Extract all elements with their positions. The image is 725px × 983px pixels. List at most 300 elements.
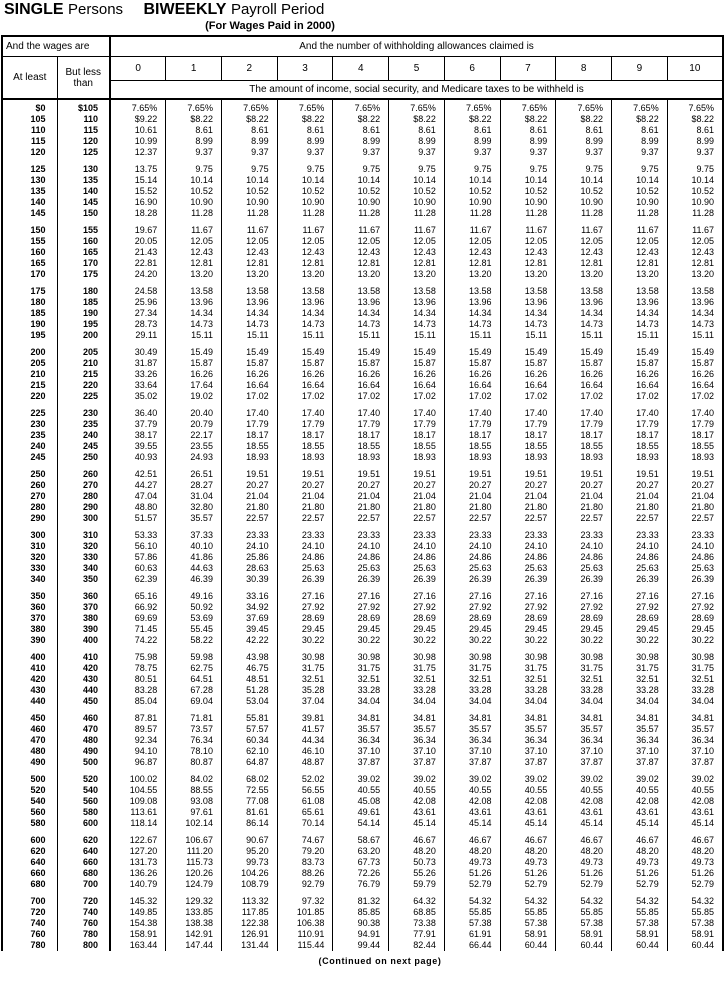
tax-amount-allowance-10: 19.51 — [691, 469, 714, 479]
tax-amount-allowance-1: 41.86 — [166, 552, 222, 563]
tax-amount-allowance-5: 39.02 — [389, 774, 445, 785]
tax-amount-allowance-3: 11.67 — [277, 225, 333, 236]
tax-amount-allowance-2: 34.92 — [221, 602, 277, 613]
tax-amount-allowance-5: 37.87 — [389, 757, 445, 768]
tax-amount-allowance-0: 16.90 — [110, 197, 166, 208]
table-row — [2, 624, 723, 635]
tax-amount-allowance-10: 9.75 — [696, 164, 714, 174]
tax-amount-allowance-8: 13.58 — [556, 286, 612, 297]
wage-at-least: 135 — [2, 186, 57, 197]
tax-amount-allowance-1: 8.99 — [166, 136, 222, 147]
wage-at-least: 620 — [2, 846, 57, 857]
tax-amount-allowance-3: 12.81 — [277, 258, 333, 269]
tax-amount-allowance-1: 120.26 — [166, 868, 222, 879]
tax-amount-allowance-10: 29.45 — [691, 624, 714, 634]
tax-amount-allowance-4: 10.90 — [333, 197, 389, 208]
wage-at-least: 270 — [2, 491, 57, 502]
tax-amount-allowance-6: 17.79 — [444, 419, 500, 430]
allowance-col-header-0: 0 — [110, 57, 166, 81]
tax-amount-allowance-5: 12.43 — [389, 247, 445, 258]
tax-amount-allowance-1: 11.67 — [166, 225, 222, 236]
tax-amount-allowance-8: 57.38 — [556, 918, 612, 929]
tax-amount-allowance-6: 23.33 — [444, 530, 500, 541]
tax-amount-allowance-4: 8.99 — [333, 136, 389, 147]
tax-amount-allowance-2: 8.61 — [221, 125, 277, 136]
tax-amount-allowance-8: 42.08 — [556, 796, 612, 807]
tax-amount-allowance-5: $8.22 — [389, 114, 445, 125]
wage-but-less-than: 160 — [57, 236, 110, 247]
tax-amount-allowance-3: 17.79 — [277, 419, 333, 430]
tax-amount-allowance-0: 96.87 — [110, 757, 166, 768]
tax-amount-allowance-8: 43.61 — [556, 807, 612, 818]
wage-at-least: 150 — [2, 225, 57, 236]
wage-but-less-than: $105 — [57, 103, 110, 114]
wage-but-less-than: 185 — [57, 297, 110, 308]
wage-but-less-than: 720 — [57, 896, 110, 907]
tax-amount-allowance-5: 30.22 — [389, 635, 445, 646]
tax-amount-allowance-3: 8.61 — [277, 125, 333, 136]
tax-amount-allowance-8: 12.43 — [556, 247, 612, 258]
wage-but-less-than: 320 — [57, 541, 110, 552]
tax-amount-allowance-9: 39.02 — [611, 774, 667, 785]
tax-amount-allowance-10: 13.20 — [691, 269, 714, 279]
tax-amount-allowance-7: 15.49 — [500, 347, 556, 358]
tax-amount-allowance-9: 9.75 — [611, 164, 667, 175]
tax-amount-allowance-6: 61.91 — [444, 929, 500, 940]
tax-amount-allowance-2: 60.34 — [221, 735, 277, 746]
tax-amount-allowance-0: 62.39 — [110, 574, 166, 585]
tax-amount-allowance-6: 15.49 — [444, 347, 500, 358]
tax-amount-allowance-1: 49.16 — [166, 591, 222, 602]
tax-amount-allowance-4: 19.51 — [333, 469, 389, 480]
table-row — [2, 602, 723, 613]
tax-amount-allowance-2: 30.39 — [221, 574, 277, 585]
wage-at-least: 240 — [2, 441, 57, 452]
wage-but-less-than: 390 — [57, 624, 110, 635]
tax-amount-allowance-10: 32.51 — [691, 674, 714, 684]
tax-amount-allowance-3: 16.64 — [277, 380, 333, 391]
tax-amount-allowance-3: 92.79 — [277, 879, 333, 890]
wage-at-least: 420 — [2, 674, 57, 685]
tax-amount-allowance-7: 13.96 — [500, 297, 556, 308]
tax-amount-allowance-0: 7.65% — [110, 103, 166, 114]
tax-amount-allowance-1: 12.43 — [166, 247, 222, 258]
tax-amount-allowance-6: 13.58 — [444, 286, 500, 297]
tax-amount-allowance-7: 17.40 — [500, 408, 556, 419]
table-row — [2, 846, 723, 857]
tax-amount-allowance-2: 108.79 — [221, 879, 277, 890]
tax-amount-allowance-2: 77.08 — [221, 796, 277, 807]
tax-amount-allowance-5: 16.26 — [389, 369, 445, 380]
tax-amount-allowance-10: 12.43 — [691, 247, 714, 257]
tax-amount-allowance-2: 18.93 — [221, 452, 277, 463]
tax-amount-allowance-5: 8.99 — [389, 136, 445, 147]
tax-amount-allowance-8: 24.86 — [556, 552, 612, 563]
tax-amount-allowance-6: $8.22 — [444, 114, 500, 125]
tax-amount-allowance-0: 18.28 — [110, 208, 166, 219]
tax-amount-allowance-8: $8.22 — [556, 114, 612, 125]
tax-amount-allowance-9: 54.32 — [611, 896, 667, 907]
tax-amount-allowance-0: 42.51 — [110, 469, 166, 480]
table-row — [2, 330, 723, 341]
tax-amount-allowance-3: 65.61 — [277, 807, 333, 818]
tax-amount-allowance-8: 9.75 — [556, 164, 612, 175]
allowances-claimed-header: And the number of withholding allowances claimed is — [110, 36, 723, 57]
tax-amount-allowance-8: 18.93 — [556, 452, 612, 463]
tax-amount-allowance-8: 33.28 — [556, 685, 612, 696]
tax-amount-allowance-9: 26.39 — [611, 574, 667, 585]
wage-but-less-than: 760 — [57, 918, 110, 929]
tax-amount-allowance-9: 58.91 — [611, 929, 667, 940]
tax-amount-allowance-3: 101.85 — [277, 907, 333, 918]
tax-amount-allowance-4: 72.26 — [333, 868, 389, 879]
tax-amount-allowance-7: 12.05 — [500, 236, 556, 247]
tax-amount-allowance-9: 12.43 — [611, 247, 667, 258]
tax-amount-allowance-8: 17.79 — [556, 419, 612, 430]
tax-amount-allowance-0: 36.40 — [110, 408, 166, 419]
tax-amount-allowance-2: 42.22 — [221, 635, 277, 646]
tax-amount-allowance-1: 76.34 — [166, 735, 222, 746]
tax-amount-allowance-0: 24.58 — [110, 286, 166, 297]
tax-amount-allowance-7: 14.73 — [500, 319, 556, 330]
table-row — [2, 591, 723, 602]
tax-amount-allowance-9: 27.92 — [611, 602, 667, 613]
tax-amount-allowance-1: 67.28 — [166, 685, 222, 696]
wage-but-less-than: 540 — [57, 785, 110, 796]
tax-amount-allowance-1: 20.40 — [166, 408, 222, 419]
tax-amount-allowance-0: 145.32 — [110, 896, 166, 907]
tax-amount-allowance-1: 133.85 — [166, 907, 222, 918]
tax-amount-allowance-8: 22.57 — [556, 513, 612, 524]
tax-amount-allowance-10: 13.58 — [691, 286, 714, 296]
wage-at-least: 340 — [2, 574, 57, 585]
tax-amount-allowance-8: 28.69 — [556, 613, 612, 624]
tax-amount-allowance-7: 18.17 — [500, 430, 556, 441]
tax-amount-allowance-6: 27.16 — [444, 591, 500, 602]
wage-at-least: 170 — [2, 269, 57, 280]
tax-amount-allowance-4: 21.04 — [333, 491, 389, 502]
tax-amount-allowance-10: 34.04 — [691, 696, 714, 706]
table-row — [2, 164, 723, 175]
tax-amount-allowance-0: 140.79 — [110, 879, 166, 890]
wage-at-least: 470 — [2, 735, 57, 746]
tax-amount-allowance-0: 38.17 — [110, 430, 166, 441]
tax-amount-allowance-4: 81.32 — [333, 896, 389, 907]
tax-amount-allowance-1: 102.14 — [166, 818, 222, 829]
tax-amount-allowance-5: 17.02 — [389, 391, 445, 402]
tax-amount-allowance-1: 11.28 — [166, 208, 222, 219]
wage-at-least: 210 — [2, 369, 57, 380]
table-row — [2, 258, 723, 269]
tax-amount-allowance-1: 16.26 — [166, 369, 222, 380]
wage-but-less-than: 110 — [57, 114, 110, 125]
title-payroll-period: Payroll Period — [230, 1, 325, 18]
tax-amount-allowance-8: 14.34 — [556, 308, 612, 319]
tax-amount-allowance-0: 65.16 — [110, 591, 166, 602]
wage-at-least: 215 — [2, 380, 57, 391]
wage-but-less-than: 560 — [57, 796, 110, 807]
tax-amount-allowance-3: 24.86 — [277, 552, 333, 563]
tax-amount-allowance-8: 30.98 — [556, 652, 612, 663]
tax-amount-allowance-8: 10.90 — [556, 197, 612, 208]
tax-amount-allowance-2: 18.55 — [221, 441, 277, 452]
tax-amount-allowance-9: 43.61 — [611, 807, 667, 818]
tax-amount-allowance-10: 15.11 — [692, 330, 714, 340]
tax-amount-allowance-3: 106.38 — [277, 918, 333, 929]
wage-at-least: 290 — [2, 513, 57, 524]
tax-amount-allowance-3: 16.26 — [277, 369, 333, 380]
tax-amount-allowance-8: 24.10 — [556, 541, 612, 552]
tax-amount-allowance-1: 13.58 — [166, 286, 222, 297]
tax-amount-allowance-10: 11.67 — [692, 225, 714, 235]
tax-amount-allowance-8: 55.85 — [556, 907, 612, 918]
wage-at-least: 380 — [2, 624, 57, 635]
tax-amount-allowance-1: 28.27 — [166, 480, 222, 491]
tax-amount-allowance-2: 18.17 — [221, 430, 277, 441]
tax-amount-allowance-8: 15.87 — [556, 358, 612, 369]
tax-amount-allowance-9: 49.73 — [611, 857, 667, 868]
tax-amount-allowance-6: 18.93 — [444, 452, 500, 463]
tax-amount-allowance-6: 10.52 — [444, 186, 500, 197]
tax-amount-allowance-8: 8.99 — [556, 136, 612, 147]
tax-amount-allowance-9: 48.20 — [611, 846, 667, 857]
wage-at-least: 160 — [2, 247, 57, 258]
tax-amount-allowance-3: 23.33 — [277, 530, 333, 541]
wage-at-least: 320 — [2, 552, 57, 563]
tax-amount-allowance-8: 48.20 — [556, 846, 612, 857]
tax-amount-allowance-0: 40.93 — [110, 452, 166, 463]
tax-amount-allowance-2: 86.14 — [221, 818, 277, 829]
tax-amount-allowance-7: 31.75 — [500, 663, 556, 674]
wage-at-least: 580 — [2, 818, 57, 829]
tax-amount-allowance-0: 19.67 — [110, 225, 166, 236]
tax-amount-allowance-10: 16.26 — [691, 369, 714, 379]
table-row — [2, 868, 723, 879]
tax-amount-allowance-8: 10.14 — [556, 175, 612, 186]
tax-amount-allowance-5: 10.14 — [389, 175, 445, 186]
tax-amount-allowance-3: 32.51 — [277, 674, 333, 685]
tax-amount-allowance-4: 31.75 — [333, 663, 389, 674]
table-row — [2, 785, 723, 796]
tax-amount-allowance-3: 41.57 — [277, 724, 333, 735]
tax-amount-allowance-1: 62.75 — [166, 663, 222, 674]
tax-amount-allowance-7: 36.34 — [500, 735, 556, 746]
tax-amount-allowance-4: 8.61 — [333, 125, 389, 136]
tax-amount-allowance-0: 33.64 — [110, 380, 166, 391]
tax-amount-allowance-10: 27.92 — [691, 602, 714, 612]
wage-but-less-than: 205 — [57, 347, 110, 358]
tax-amount-allowance-7: 7.65% — [500, 103, 556, 114]
wage-at-least: 110 — [2, 125, 57, 136]
tax-amount-allowance-3: 22.57 — [277, 513, 333, 524]
tax-amount-allowance-1: 10.90 — [166, 197, 222, 208]
tax-amount-allowance-1: 69.04 — [166, 696, 222, 707]
tax-amount-allowance-6: 40.55 — [444, 785, 500, 796]
table-row — [2, 685, 723, 696]
tax-amount-allowance-8: 26.39 — [556, 574, 612, 585]
tax-amount-allowance-6: 15.11 — [444, 330, 500, 341]
tax-amount-allowance-2: 10.52 — [221, 186, 277, 197]
tax-amount-allowance-7: 8.99 — [500, 136, 556, 147]
tax-amount-allowance-3: 13.20 — [277, 269, 333, 280]
tax-amount-allowance-10: 17.40 — [691, 408, 714, 418]
tax-amount-allowance-3: 18.17 — [277, 430, 333, 441]
tax-amount-allowance-1: 15.87 — [166, 358, 222, 369]
tax-amount-allowance-9: 37.10 — [611, 746, 667, 757]
wage-but-less-than: 310 — [57, 530, 110, 541]
tax-amount-allowance-1: 115.73 — [166, 857, 222, 868]
wage-at-least: 330 — [2, 563, 57, 574]
table-row — [2, 103, 723, 114]
tax-amount-allowance-4: 18.55 — [333, 441, 389, 452]
tax-amount-allowance-3: 7.65% — [277, 103, 333, 114]
tax-amount-allowance-3: 18.93 — [277, 452, 333, 463]
wage-but-less-than: 290 — [57, 502, 110, 513]
tax-amount-allowance-6: 37.10 — [444, 746, 500, 757]
wage-at-least: 175 — [2, 286, 57, 297]
wage-but-less-than: 500 — [57, 757, 110, 768]
tax-amount-allowance-7: 9.75 — [500, 164, 556, 175]
tax-amount-allowance-10: 55.85 — [691, 907, 714, 917]
wage-at-least: 640 — [2, 857, 57, 868]
tax-amount-allowance-3: 9.75 — [277, 164, 333, 175]
wage-at-least: 280 — [2, 502, 57, 513]
tax-amount-allowance-9: 17.02 — [611, 391, 667, 402]
wage-but-less-than: 340 — [57, 563, 110, 574]
tax-amount-allowance-8: 49.73 — [556, 857, 612, 868]
tax-amount-allowance-3: 10.14 — [277, 175, 333, 186]
wage-but-less-than: 520 — [57, 774, 110, 785]
tax-amount-allowance-6: 24.10 — [444, 541, 500, 552]
table-row — [2, 408, 723, 419]
tax-amount-allowance-6: 21.80 — [444, 502, 500, 513]
table-row — [2, 175, 723, 186]
wage-but-less-than: 215 — [57, 369, 110, 380]
tax-amount-allowance-9: 10.14 — [611, 175, 667, 186]
wage-at-least: 660 — [2, 868, 57, 879]
tax-amount-allowance-5: 73.38 — [389, 918, 445, 929]
tax-amount-allowance-0: 127.20 — [110, 846, 166, 857]
tax-amount-allowance-9: 28.69 — [611, 613, 667, 624]
tax-amount-allowance-8: 45.14 — [556, 818, 612, 829]
tax-amount-allowance-4: 63.20 — [333, 846, 389, 857]
tax-amount-allowance-0: 51.57 — [110, 513, 166, 524]
tax-amount-allowance-10: 8.99 — [696, 136, 714, 146]
tax-amount-allowance-3: 15.11 — [277, 330, 333, 341]
wage-but-less-than: 175 — [57, 269, 110, 280]
tax-amount-allowance-4: 76.79 — [333, 879, 389, 890]
tax-amount-allowance-5: 15.11 — [389, 330, 445, 341]
allowance-col-header-6: 6 — [444, 57, 500, 81]
tax-amount-allowance-2: 13.58 — [221, 286, 277, 297]
tax-amount-allowance-2: 57.57 — [221, 724, 277, 735]
tax-amount-allowance-5: 24.86 — [389, 552, 445, 563]
table-row — [2, 774, 723, 785]
tax-amount-allowance-6: 9.75 — [444, 164, 500, 175]
wage-but-less-than: 120 — [57, 136, 110, 147]
tax-amount-allowance-4: 13.20 — [333, 269, 389, 280]
tax-amount-allowance-3: 37.04 — [277, 696, 333, 707]
tax-amount-allowance-8: 11.28 — [556, 208, 612, 219]
wage-at-least: 360 — [2, 602, 57, 613]
tax-amount-allowance-4: 9.37 — [333, 147, 389, 158]
tax-amount-allowance-5: 28.69 — [389, 613, 445, 624]
tax-amount-allowance-8: 29.45 — [556, 624, 612, 635]
wage-but-less-than: 330 — [57, 552, 110, 563]
tax-amount-allowance-5: 18.93 — [389, 452, 445, 463]
tax-amount-allowance-7: 8.61 — [500, 125, 556, 136]
tax-amount-allowance-4: 16.26 — [333, 369, 389, 380]
tax-amount-allowance-8: 37.87 — [556, 757, 612, 768]
tax-amount-allowance-8: 13.20 — [556, 269, 612, 280]
tax-amount-allowance-5: 16.64 — [389, 380, 445, 391]
tax-amount-allowance-9: 8.99 — [611, 136, 667, 147]
tax-amount-allowance-2: 95.20 — [221, 846, 277, 857]
tax-amount-allowance-5: 32.51 — [389, 674, 445, 685]
table-row — [2, 563, 723, 574]
tax-amount-allowance-2: 13.96 — [221, 297, 277, 308]
tax-amount-allowance-10: 25.63 — [691, 563, 714, 573]
tax-amount-allowance-8: 7.65% — [556, 103, 612, 114]
tax-amount-allowance-3: 70.14 — [277, 818, 333, 829]
tax-amount-allowance-8: 30.22 — [556, 635, 612, 646]
tax-amount-allowance-2: 12.81 — [221, 258, 277, 269]
tax-amount-allowance-1: 9.75 — [166, 164, 222, 175]
tax-amount-allowance-3: 52.02 — [277, 774, 333, 785]
tax-amount-allowance-10: 22.57 — [691, 513, 714, 523]
tax-amount-allowance-7: 23.33 — [500, 530, 556, 541]
tax-amount-allowance-9: 34.81 — [611, 713, 667, 724]
tax-amount-allowance-10: 39.02 — [691, 774, 714, 784]
table-row — [2, 480, 723, 491]
tax-amount-allowance-2: 12.43 — [221, 247, 277, 258]
tax-amount-allowance-9: 46.67 — [611, 835, 667, 846]
table-row — [2, 674, 723, 685]
tax-amount-allowance-7: 49.73 — [500, 857, 556, 868]
table-row — [2, 918, 723, 929]
wage-at-least: 195 — [2, 330, 57, 341]
tax-amount-allowance-3: 97.32 — [277, 896, 333, 907]
wage-but-less-than: 620 — [57, 835, 110, 846]
wage-at-least: 190 — [2, 319, 57, 330]
tax-amount-allowance-1: 93.08 — [166, 796, 222, 807]
tax-amount-allowance-0: 20.05 — [110, 236, 166, 247]
wage-at-least: 350 — [2, 591, 57, 602]
tax-amount-allowance-1: 84.02 — [166, 774, 222, 785]
table-row — [2, 552, 723, 563]
tax-amount-allowance-1: 10.14 — [166, 175, 222, 186]
allowance-col-header-7: 7 — [500, 57, 556, 81]
tax-amount-allowance-4: 24.10 — [333, 541, 389, 552]
tax-amount-allowance-9: 15.87 — [611, 358, 667, 369]
wage-but-less-than: 155 — [57, 225, 110, 236]
tax-amount-allowance-6: 49.73 — [444, 857, 500, 868]
tax-amount-allowance-2: 64.87 — [221, 757, 277, 768]
tax-amount-allowance-0: 75.98 — [110, 652, 166, 663]
tax-amount-allowance-9: 21.04 — [611, 491, 667, 502]
tax-amount-allowance-9: 23.33 — [611, 530, 667, 541]
wage-but-less-than: 490 — [57, 746, 110, 757]
tax-amount-allowance-5: 82.44 — [389, 940, 445, 951]
tax-amount-allowance-5: 35.57 — [389, 724, 445, 735]
table-row — [2, 696, 723, 707]
tax-amount-allowance-5: 55.26 — [389, 868, 445, 879]
tax-amount-allowance-8: 16.26 — [556, 369, 612, 380]
tax-amount-allowance-6: 37.87 — [444, 757, 500, 768]
tax-amount-allowance-9: 21.80 — [611, 502, 667, 513]
tax-amount-allowance-3: 115.44 — [277, 940, 333, 951]
wage-but-less-than: 450 — [57, 696, 110, 707]
